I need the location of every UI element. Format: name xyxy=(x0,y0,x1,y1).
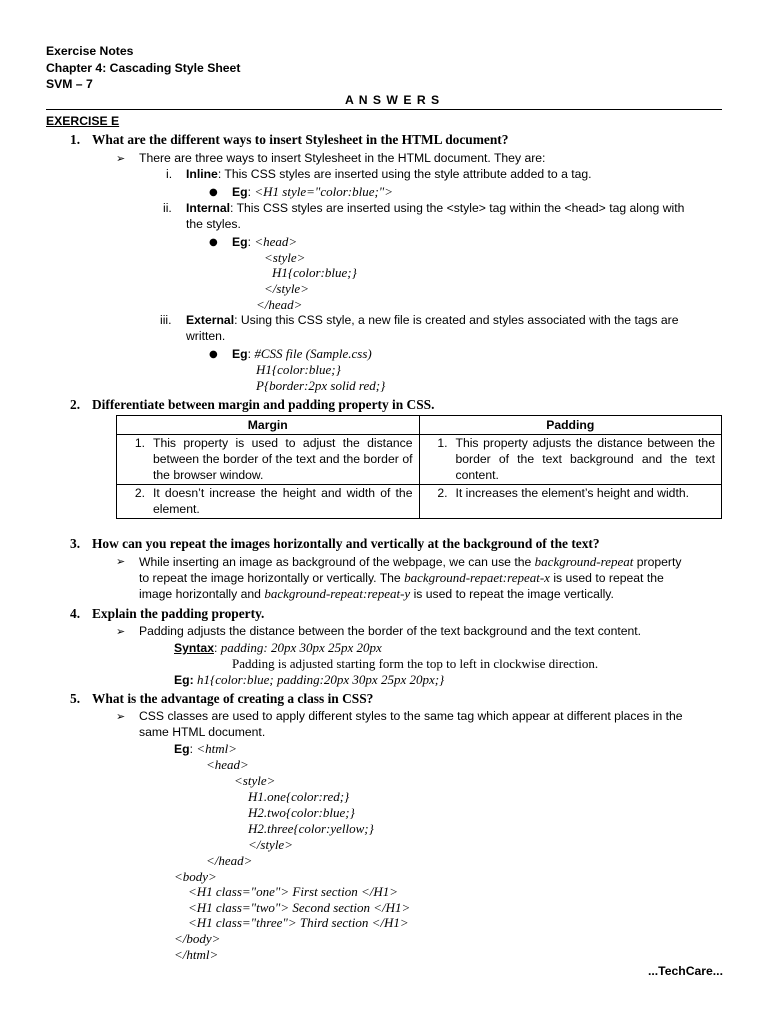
code-line: </html> xyxy=(174,947,219,962)
class-label: SVM – 7 xyxy=(46,77,93,91)
q3-answer-line1: While inserting an image as background of the webpage, we can use the background-repeat property xyxy=(139,554,682,569)
code-line: <style> xyxy=(234,773,276,788)
q1-inline-text: Inline: This CSS styles are inserted using the style attribute added to a tag. xyxy=(186,167,592,181)
q1-question: What are the different ways to insert Stylesheet in the HTML document? xyxy=(92,132,509,147)
code-line: </body> xyxy=(174,931,221,946)
q1-external-roman: iii. xyxy=(160,313,172,327)
q1-external-text: External: Using this CSS style, a new file is created and styles associated with the tags are xyxy=(186,313,679,327)
code-line: <style> xyxy=(264,250,306,265)
q1-inline-example: Eg: <H1 style="color:blue;"> xyxy=(232,184,394,199)
answers-heading: A N S W E R S xyxy=(345,93,441,107)
table-cell: 1. This property adjusts the distance between the border of the text background and the text content. xyxy=(419,435,722,485)
code-line: H1.one{color:red;} xyxy=(248,789,350,804)
q2-question: Differentiate between margin and padding property in CSS. xyxy=(92,397,435,412)
exercise-heading: EXERCISE E xyxy=(46,114,120,128)
q1-internal-text-cont: the styles. xyxy=(186,217,241,231)
arrow-bullet-icon: ➢ xyxy=(116,710,126,723)
q4-syntax: Syntax: padding: 20px 30px 25px 20px xyxy=(174,640,382,655)
q2-number: 2. xyxy=(70,397,81,412)
q1-external-text-cont: written. xyxy=(186,329,226,343)
comparison-table xyxy=(116,415,722,519)
table-row xyxy=(117,435,722,485)
code-line: <head> xyxy=(206,757,249,772)
code-line: <H1 class="three"> Third section </H1> xyxy=(188,915,409,930)
table-header-margin: Margin xyxy=(117,416,420,435)
q1-external-eg: Eg: #CSS file (Sample.css) xyxy=(232,346,372,361)
q4-note: Padding is adjusted starting form the top to left in clockwise direction. xyxy=(232,656,599,671)
arrow-bullet-icon: ➢ xyxy=(116,555,126,568)
code-line: </style> xyxy=(248,837,293,852)
q4-answer: Padding adjusts the distance between the border of the text background and the text content. xyxy=(139,624,642,638)
bullet-icon: ● xyxy=(209,349,218,360)
chapter-title: Chapter 4: Cascading Style Sheet xyxy=(46,61,241,75)
code-line: <H1 class="two"> Second section </H1> xyxy=(188,900,411,915)
q5-question: What is the advantage of creating a class in CSS? xyxy=(92,691,374,706)
q4-example: Eg: h1{color:blue; padding:20px 30px 25px 20px;} xyxy=(174,672,445,687)
bullet-icon: ● xyxy=(209,187,218,198)
code-line: P{border:2px solid red;} xyxy=(256,378,386,393)
arrow-bullet-icon: ➢ xyxy=(116,152,126,165)
q4-number: 4. xyxy=(70,606,81,621)
header-title: Exercise Notes xyxy=(46,44,134,58)
code-line: </head> xyxy=(206,853,253,868)
q1-inline-roman: i. xyxy=(166,167,173,181)
q1-internal-eg: Eg: <head> xyxy=(232,234,298,249)
code-line: <H1 class="one"> First section </H1> xyxy=(188,884,399,899)
footer-brand: ...TechCare... xyxy=(648,964,723,978)
table-row xyxy=(117,485,722,519)
table-cell: 1. This property is used to adjust the distance between the border of the text and the border of the browser window. xyxy=(117,435,420,485)
table-header-row xyxy=(117,416,722,435)
code-line: </style> xyxy=(264,281,309,296)
code-line: <body> xyxy=(174,869,217,884)
q4-question: Explain the padding property. xyxy=(92,606,265,621)
code-line: H2.two{color:blue;} xyxy=(248,805,355,820)
table-cell: 2. It increases the element’s height and width. xyxy=(419,485,722,519)
q1-number: 1. xyxy=(70,132,81,147)
code-line: H2.three{color:yellow;} xyxy=(248,821,374,836)
code-line: </head> xyxy=(256,297,303,312)
q3-question: How can you repeat the images horizontally and vertically at the background of the text? xyxy=(92,536,600,551)
q3-answer-line2: to repeat the image horizontally or vertically. The background-repaet:repeat-x is used to repeat the xyxy=(139,570,664,585)
q5-answer-line2: same HTML document. xyxy=(139,725,266,739)
q1-internal-roman: ii. xyxy=(163,201,172,215)
q1-answer: There are three ways to insert Stylesheet in the HTML document. They are: xyxy=(139,151,546,165)
q5-answer-line1: CSS classes are used to apply different styles to the same tag which appear at different places in the xyxy=(139,709,683,723)
code-line: H1{color:blue;} xyxy=(256,362,341,377)
q3-answer-line3: image horizontally and background-repeat:repeat-y is used to repeat the image vertically. xyxy=(139,586,614,601)
q3-number: 3. xyxy=(70,536,81,551)
arrow-bullet-icon: ➢ xyxy=(116,625,126,638)
bullet-icon: ● xyxy=(209,237,218,248)
table-header-padding: Padding xyxy=(419,416,722,435)
q5-eg: Eg: <html> xyxy=(174,741,238,756)
header-divider xyxy=(46,109,722,110)
q1-internal-text: Internal: This CSS styles are inserted using the <style> tag within the <head> tag along with xyxy=(186,201,685,215)
q5-number: 5. xyxy=(70,691,81,706)
code-line: H1{color:blue;} xyxy=(272,265,357,280)
table-cell: 2. It doesn’t increase the height and width of the element. xyxy=(117,485,420,519)
